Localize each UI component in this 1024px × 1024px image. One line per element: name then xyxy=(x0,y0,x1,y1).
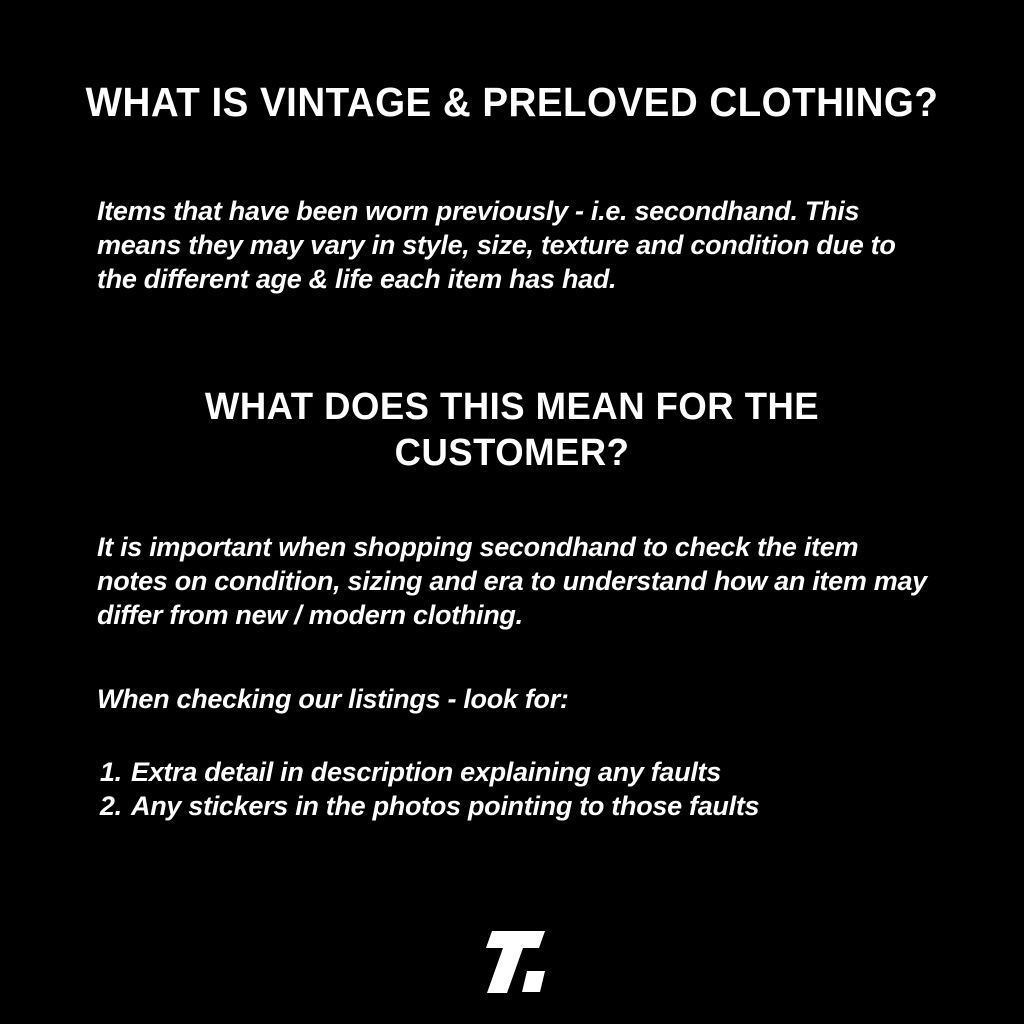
checklist-item: 1. Extra detail in description explaining any faults xyxy=(129,755,1024,789)
customer-heading-line-1: WHAT DOES THIS MEAN FOR THE xyxy=(204,386,820,428)
checklist-item: 2. Any stickers in the photos pointing to those faults xyxy=(129,789,1024,823)
customer-heading-line-2: CUSTOMER? xyxy=(394,432,630,474)
checklist xyxy=(0,755,1024,823)
customer-heading xyxy=(0,384,1024,476)
listings-intro: When checking our listings - look for: xyxy=(97,684,569,714)
t-logo-icon xyxy=(479,931,545,993)
customer-paragraph: It is important when shopping secondhand to check the item notes on condition, sizing and era to understand how an item may differ from new / modern clothing. xyxy=(97,532,927,630)
intro-paragraph: Items that have been worn previously - i.e. secondhand. This means they may vary in style, size, texture and condition due to the different age & life each item has had. xyxy=(97,196,896,294)
brand-logo xyxy=(0,931,1024,993)
page-title: WHAT IS VINTAGE & PRELOVED CLOTHING? xyxy=(85,79,939,125)
